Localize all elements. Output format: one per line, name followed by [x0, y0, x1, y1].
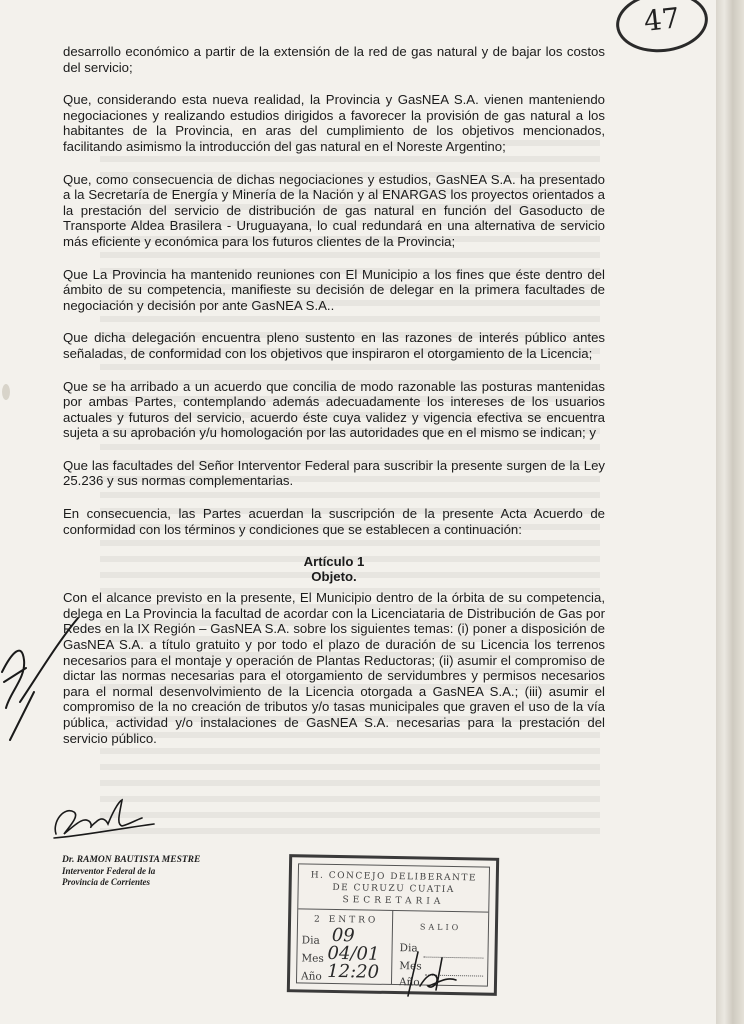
- signer-role: Interventor Federal de la: [62, 866, 156, 876]
- stamp-handwritten-initials: [402, 946, 462, 1000]
- article-title: Objeto.: [311, 569, 357, 585]
- margin-initial-signature: [0, 612, 80, 742]
- stamp-dia-label: Dia: [301, 934, 320, 947]
- paragraph: Que, como consecuencia de dichas negociaciones y estudios, GasNEA S.A. ha presentado a la Secretaría de Energía y Minería de la Nación y al ENARGAS los proyectos orientados a la prestación del servicio de distribución de gas natural en función del Gasoducto de Transporte Aldea Brasilera - Uruguayana, lo cual redundará en una alternativa de servicio más eficiente y económica para los futuros clientes de la Provincia;: [63, 171, 605, 249]
- stamp-dia-value: 09: [331, 924, 355, 947]
- signer-name: Dr. RAMON BAUTISTA MESTRE: [62, 855, 201, 865]
- handwritten-signature: [50, 794, 160, 844]
- paragraph: Que, considerando esta nueva realidad, la Provincia y GasNEA S.A. vienen manteniendo negociaciones y realizando estudios dirigidos a favorecer la provisión de gas natural a los habitantes de la Provincia, en aras del cumplimiento de los objetivos mencionados, facilitando asimismo la introducción del gas natural en el Noreste Argentino;: [63, 92, 605, 154]
- paragraph: Que dicha delegación encuentra pleno sustento en las razones de interés público antes señaladas, de conformidad con los objetivos que inspiraron el otorgamiento de la Licencia;: [63, 330, 605, 361]
- stamp-anio-value: 12:20: [326, 960, 380, 983]
- stamp-mes-value: 04/01: [327, 942, 380, 965]
- signer-block: [62, 855, 212, 888]
- stamp-anio-label: Año: [300, 970, 322, 983]
- stamp-office: SECRETARIA: [342, 895, 445, 907]
- stamp-city: DE CURUZU CUATIA: [332, 882, 455, 896]
- stamp-mes-label: Mes: [301, 952, 324, 965]
- stamp-entro-label: 2 ENTRO: [313, 914, 379, 926]
- stamp-salio-label: SALIO: [419, 922, 462, 933]
- paragraph: En consecuencia, las Partes acuerdan la suscripción de la presente Acta Acuerdo de conformidad con los términos y condiciones que se establecen a continuación:: [63, 506, 605, 537]
- signer-role: Provincia de Corrientes: [62, 877, 150, 887]
- document-body: [63, 44, 605, 763]
- paragraph: Que se ha arribado a un acuerdo que concilia de modo razonable las posturas mantenidas por ambas Partes, contemplando además adecuadamente los intereses de los usuarios actuales y futuros del servicio, acuerdo éste cuya validez y vigencia efectiva se encuentra sujeta a su aprobación y/u homologación por las autoridades que en el mismo se indican; y: [63, 378, 605, 441]
- page-number-circle: 47: [613, 0, 711, 57]
- binding-hole: [2, 384, 10, 400]
- stamp-mes-right-label: Mes: [399, 960, 422, 973]
- stamp-column-divider: [391, 910, 393, 984]
- paragraph: Que las facultades del Señor Interventor Federal para suscribir la presente surgen de la Ley 25.236 y sus normas complementarias.: [63, 457, 605, 489]
- article-heading: [63, 554, 605, 584]
- stamp-dia-right-label: Dia: [399, 942, 418, 955]
- article-number: Artículo 1: [303, 554, 365, 570]
- article-paragraph: Con el alcance previsto en la presente, El Municipio dentro de la órbita de su competencia, delega en La Provincia la facultad de acordar con la Licenciataria de Distribución de Gas por Redes en la IX Región – GasNEA S.A. sobre los siguientes temas: (i) poner a disposición de GasNEA S.A. a título gratuito y por todo el plazo de duración de su Licencia los terrenos necesarios para el montaje y operación de Plantas Reductoras; (ii) asumir el compromiso de dictar las normas necesarias para el otorgamiento de servidumbres y permisos necesarios para el normal desenvolvimiento de la Licencia otorgada a GasNEA S.A.; (iii) asumir el compromiso de la no creación de tributos y/o tasas municipales que graven el uso de la vía pública, actividad y/o instalaciones de GasNEA S.A. necesarias para la prestación del servicio público.: [63, 590, 605, 746]
- stamp-anio-right-label: Año: [398, 976, 420, 989]
- page-stack-edge: [716, 0, 744, 1024]
- paragraph: Que La Provincia ha mantenido reuniones con El Municipio a los fines que éste dentro del ámbito de su competencia, manifieste su decisión de delegar en la primera facultades de negociación y decisión por ante GasNEA S.A..: [63, 266, 605, 313]
- stamp-institution: H. CONCEJO DELIBERANTE: [310, 870, 478, 884]
- reception-stamp: [287, 854, 499, 996]
- paragraph: desarrollo económico a partir de la extensión de la red de gas natural y de bajar los costos del servicio;: [63, 44, 605, 75]
